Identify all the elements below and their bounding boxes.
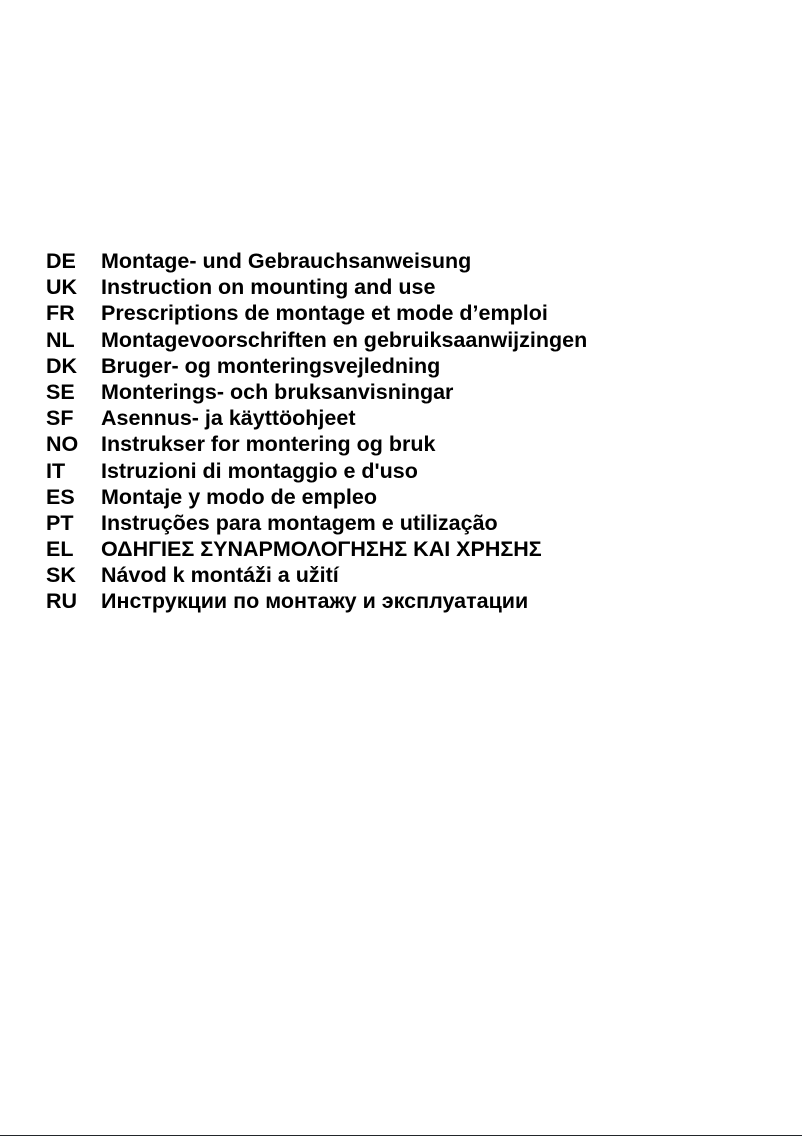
language-row-it (46, 458, 587, 484)
language-code: DE (46, 249, 76, 273)
language-row-pt (46, 510, 587, 536)
language-code: EL (46, 537, 74, 562)
language-title: Prescriptions de montage et mode d’emploi (101, 301, 548, 326)
language-code: DK (46, 353, 78, 378)
language-row-ru (46, 588, 587, 614)
language-row-fr (46, 300, 587, 326)
language-row-dk (46, 353, 587, 379)
language-row-sk (46, 562, 587, 588)
language-code: IT (46, 458, 66, 483)
language-code: NO (46, 432, 79, 457)
language-code: SK (46, 563, 76, 588)
language-row-de (46, 248, 587, 274)
language-title: ΟΔΗΓΙΕΣ ΣΥΝΑΡΜΟΛΟΓΗΣΗΣ ΚΑΙ ΧΡΗΣΗΣ (101, 537, 542, 562)
language-title: Instruções para montagem e utilização (101, 510, 498, 535)
language-code: ES (46, 484, 75, 509)
language-title: Instruction on mounting and use (101, 275, 436, 300)
language-list (46, 248, 587, 615)
language-title: Montage- und Gebrauchsanweisung (101, 249, 472, 273)
language-code: RU (46, 589, 78, 614)
language-code: FR (46, 301, 75, 326)
language-code: NL (46, 327, 75, 352)
language-title: Montaje y modo de empleo (101, 484, 377, 509)
language-title: Istruzioni di montaggio e d'uso (101, 458, 418, 483)
language-title: Návod k montáži a užití (101, 563, 339, 588)
language-row-sf (46, 405, 587, 431)
language-title: Instrukser for montering og bruk (101, 432, 436, 457)
language-row-nl (46, 327, 587, 353)
language-title: Montagevoorschriften en gebruiksaanwijzingen (101, 327, 588, 352)
language-title: Monterings- och bruksanvisningar (101, 379, 454, 404)
language-row-se (46, 379, 587, 405)
language-title: Bruger- og monteringsvejledning (101, 353, 441, 378)
language-code: UK (46, 275, 78, 300)
language-code: PT (46, 510, 74, 535)
language-title: Инструкции по монтажу и эксплуатации (101, 589, 529, 614)
language-code: SF (46, 406, 74, 431)
language-row-el (46, 536, 587, 562)
language-row-uk (46, 274, 587, 300)
language-code: SE (46, 379, 75, 404)
language-row-no (46, 431, 587, 457)
language-title: Asennus- ja käyttöohjeet (101, 406, 356, 431)
language-row-es (46, 484, 587, 510)
